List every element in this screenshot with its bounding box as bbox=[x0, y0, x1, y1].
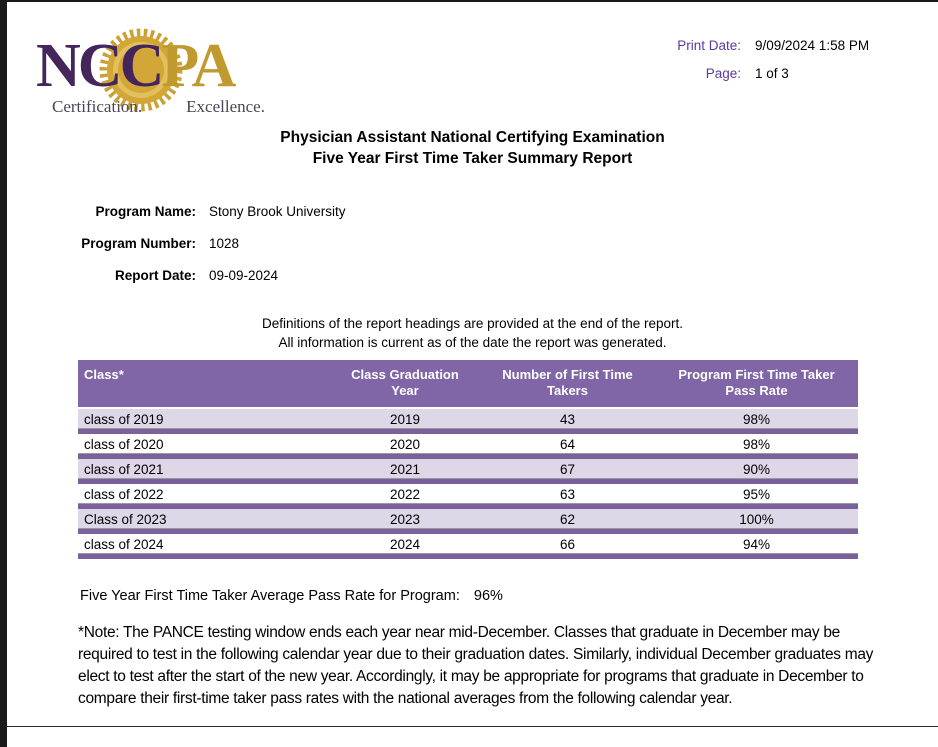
nccpa-logo bbox=[36, 34, 296, 117]
definitions-notice bbox=[7, 314, 938, 352]
report-date-value: 09-09-2024 bbox=[209, 268, 279, 283]
cell-pass-rate: 94% bbox=[655, 532, 858, 557]
report-title-line1: Physician Assistant National Certifying Examination bbox=[280, 129, 665, 146]
page-top-edge bbox=[0, 0, 938, 2]
print-date-label: Print Date: bbox=[677, 38, 741, 53]
report-date-row bbox=[58, 268, 346, 283]
cell-class: class of 2024 bbox=[78, 532, 330, 557]
col-header-first-time-takers: Number of First Time Takers bbox=[480, 360, 655, 408]
table-row bbox=[78, 432, 858, 457]
cell-year: 2023 bbox=[330, 507, 480, 532]
table-row bbox=[78, 532, 858, 557]
five-year-average-line bbox=[80, 588, 503, 604]
print-meta bbox=[655, 38, 915, 94]
table-row bbox=[78, 457, 858, 482]
logo-caption-certification: Certification. bbox=[52, 97, 143, 117]
report-title bbox=[7, 127, 938, 169]
page-number-value: 1 of 3 bbox=[755, 66, 789, 81]
program-info bbox=[58, 204, 346, 300]
cell-takers: 43 bbox=[480, 408, 655, 432]
cell-year: 2022 bbox=[330, 482, 480, 507]
col-header-graduation-year: Class Graduation Year bbox=[330, 360, 480, 408]
cell-pass-rate: 98% bbox=[655, 408, 858, 432]
program-number-label: Program Number: bbox=[81, 236, 196, 251]
logo-letters-nc: NC bbox=[36, 32, 120, 100]
page-number-row bbox=[655, 66, 915, 81]
cell-class: class of 2022 bbox=[78, 482, 330, 507]
table-row bbox=[78, 507, 858, 532]
report-date-label: Report Date: bbox=[114, 268, 196, 283]
table-row bbox=[78, 482, 858, 507]
definitions-line1: Definitions of the report headings are provided at the end of the report. bbox=[261, 316, 684, 331]
logo-caption-excellence: Excellence. bbox=[186, 97, 265, 117]
page-number-label: Page: bbox=[705, 66, 741, 81]
cell-takers: 66 bbox=[480, 532, 655, 557]
cell-class: class of 2019 bbox=[78, 408, 330, 432]
cell-takers: 67 bbox=[480, 457, 655, 482]
cell-takers: 64 bbox=[480, 432, 655, 457]
cell-takers: 63 bbox=[480, 482, 655, 507]
logo-captions bbox=[36, 97, 296, 117]
program-name-value: Stony Brook University bbox=[209, 204, 346, 219]
five-year-average-label: Five Year First Time Taker Average Pass Rate for Program: bbox=[80, 588, 460, 604]
report-title-line2: Five Year First Time Taker Summary Report bbox=[312, 150, 633, 167]
pass-rate-table bbox=[78, 360, 858, 559]
logo-letters-pa: PA bbox=[161, 32, 234, 100]
col-header-pass-rate: Program First Time Taker Pass Rate bbox=[655, 360, 858, 408]
logo-letter-c: C bbox=[119, 32, 162, 100]
program-number-row bbox=[58, 236, 346, 251]
program-name-row bbox=[58, 204, 346, 219]
page-left-edge bbox=[0, 0, 7, 747]
col-header-class: Class* bbox=[78, 360, 330, 408]
definitions-line2: All information is current as of the date the report was generated. bbox=[278, 335, 667, 350]
cell-pass-rate: 95% bbox=[655, 482, 858, 507]
cell-pass-rate: 90% bbox=[655, 457, 858, 482]
table-row bbox=[78, 408, 858, 432]
cell-class: Class of 2023 bbox=[78, 507, 330, 532]
print-date-value: 9/09/2024 1:58 PM bbox=[755, 38, 870, 53]
page-bottom-edge bbox=[7, 726, 938, 727]
cell-year: 2020 bbox=[330, 432, 480, 457]
pance-footnote: *Note: The PANCE testing window ends each year near mid-December. Classes that graduate in December may be required to test in the following calendar year due to their graduation dates. Similarly, individual December graduates may elect to test after the start of the new year. Accordingly, it may be appropriate for programs that graduate in December to compare their first-time taker pass rates with the national averages from the following calendar year. bbox=[78, 624, 874, 707]
cell-year: 2019 bbox=[330, 408, 480, 432]
five-year-average-value: 96% bbox=[473, 588, 503, 604]
cell-pass-rate: 100% bbox=[655, 507, 858, 532]
cell-class: class of 2021 bbox=[78, 457, 330, 482]
table-header-row bbox=[78, 360, 858, 408]
nccpa-logo-text bbox=[36, 34, 296, 99]
program-name-label: Program Name: bbox=[95, 204, 196, 219]
cell-pass-rate: 98% bbox=[655, 432, 858, 457]
cell-year: 2021 bbox=[330, 457, 480, 482]
program-number-value: 1028 bbox=[209, 236, 240, 251]
cell-class: class of 2020 bbox=[78, 432, 330, 457]
cell-takers: 62 bbox=[480, 507, 655, 532]
print-date-row bbox=[655, 38, 915, 53]
cell-year: 2024 bbox=[330, 532, 480, 557]
